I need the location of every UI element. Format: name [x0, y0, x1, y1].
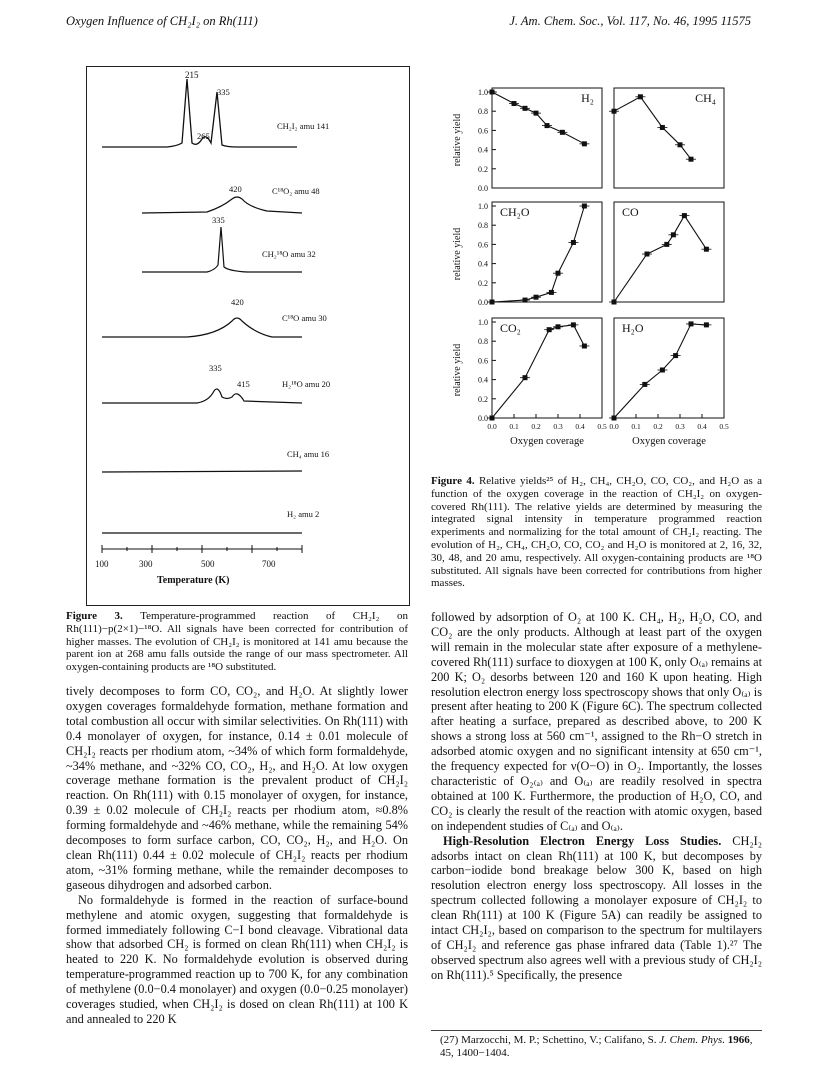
x-tick-label: 0.1: [509, 422, 519, 431]
data-point: [660, 125, 665, 130]
panel-title: CO₂: [500, 321, 521, 335]
data-point: [582, 204, 587, 209]
x-axis-label: Temperature (K): [157, 575, 230, 586]
left-column: [66, 684, 408, 1027]
peak-label-335: 335: [217, 87, 230, 97]
data-point: [490, 90, 495, 95]
y-tick-label: 0.2: [478, 164, 488, 174]
data-point: [534, 295, 539, 300]
data-point: [689, 321, 694, 326]
y-tick-label: 0.8: [478, 221, 488, 231]
y-tick-label: 0.4: [478, 375, 488, 385]
figure-3-caption-label: Figure 3.: [66, 610, 123, 622]
footnote-rest: , 45, 1400−1404.: [440, 1034, 753, 1059]
right-paragraph-2: [431, 834, 762, 983]
x-axis-label: Oxygen coverage: [632, 436, 706, 447]
y-tick-label: 0.8: [478, 107, 488, 117]
trace-label-h218o: H₂¹⁸O amu 20: [282, 379, 331, 389]
running-header-right: J. Am. Chem. Soc., Vol. 117, No. 46, 1995 11575: [509, 14, 751, 28]
peak-label-335b: 335: [212, 215, 225, 225]
fit-curve: [614, 97, 691, 159]
figure-4-caption-text: Relative yields²⁵ of H₂, CH₄, CH₂O, CO, CO₂, and H₂O as a function of the oxygen coverage in the reaction of CH₂I₂ on oxygen-covered Rh(111). The relative yields are determined by measuring the integrated signal intensity in temperature programmed reaction experiments and normalizing for the total amount of CH₂I₂ reacting. The evolution of H₂, CH₄, CH₂O, CO, CO₂ and H₂O is monitored at 2, 16, 32, 30, 48, and 20 amu, respectively. All oxygen-containing products are ¹⁸O substituted. All signals have been corrected for contributions from higher masses.: [431, 475, 762, 590]
x-tick-700: 700: [262, 559, 276, 569]
trace-label-c18o: C¹⁸O amu 30: [282, 313, 327, 323]
panel-title: H₂O: [622, 321, 644, 335]
y-tick-label: 0.0: [478, 298, 488, 307]
figure-4-caption: [431, 475, 762, 590]
right-column: [431, 610, 762, 983]
running-header-left: Oxygen Influence of CH₂I₂ on Rh(111): [66, 14, 258, 28]
fit-curve: [492, 206, 584, 302]
data-point: [556, 324, 561, 329]
x-tick-300: 300: [139, 559, 153, 569]
data-point: [490, 416, 495, 421]
footnote-27: [440, 1034, 762, 1060]
footnote-year: 1966: [724, 1034, 750, 1046]
x-tick-label: 0.5: [597, 422, 607, 431]
figure-3: [86, 66, 410, 606]
data-point: [523, 375, 528, 380]
y-tick-label: 0.8: [478, 337, 488, 347]
data-point: [660, 368, 665, 373]
data-point: [664, 242, 669, 247]
x-tick-100: 100: [95, 559, 109, 569]
y-tick-label: 1.0: [478, 202, 488, 211]
y-axis-label: relative yield: [452, 343, 463, 397]
y-tick-label: 0.4: [478, 145, 488, 155]
footnote-rule: [431, 1030, 762, 1031]
data-point: [689, 157, 694, 162]
y-tick-label: 0.2: [478, 278, 488, 288]
data-point: [673, 353, 678, 358]
figure-4-plot: [436, 66, 762, 466]
y-tick-label: 0.0: [478, 184, 488, 193]
data-point: [642, 382, 647, 387]
data-point: [671, 232, 676, 237]
trace-ch4: [102, 471, 302, 472]
figure-4-caption-label: Figure 4.: [431, 475, 475, 487]
figure-3-caption-text: Temperature-programmed reaction of CH₂I₂ on Rh(111)−p(2×1)−¹⁸O. All signals have been corrected for contribution of higher masses. The evolution of CH₂I₂ is monitored at 141 amu because the parent ion at 268 amu falls outside the range of our mass spectrometer. All oxygen-containing products are ¹⁸O substituted.: [66, 610, 408, 674]
y-tick-label: 0.2: [478, 394, 488, 404]
fit-curve: [492, 325, 584, 418]
data-point: [612, 300, 617, 305]
y-axis-label: relative yield: [452, 113, 463, 167]
section-heading: High-Resolution Electron Energy Loss Studies.: [443, 833, 722, 848]
data-point: [612, 109, 617, 114]
y-tick-label: 1.0: [478, 88, 488, 97]
y-tick-label: 0.6: [478, 126, 488, 136]
trace-label-h2: H₂ amu 2: [287, 509, 320, 519]
x-tick-label: 0.4: [697, 422, 707, 431]
figure-3-caption: [66, 610, 408, 674]
panel-title: H₂: [581, 91, 594, 105]
x-tick-label: 0.0: [487, 422, 497, 431]
panel-title: CH₂O: [500, 205, 530, 219]
data-point: [582, 344, 587, 349]
left-paragraph-1: tively decomposes to form CO, CO₂, and H₂O. At slightly lower oxygen coverages formaldehyde formation, methane formation and total combustion all occur with similar selectivities. On Rh(111) with 0.4 monolayer of oxygen, for instance, 0.14 ± 0.01 molecule of CH₂I₂ reacts per rhodium atom, ~34% of which form formaldehyde, ~34% methane, and ~32% CO, CO₂, H₂, and H₂O. At low oxygen coverage methane formation is the prevalent product of CH₂I₂ reaction. On Rh(111) with 0.15 monolayer of oxygen, for instance, 0.39 ± 0.02 molecule of CH₂I₂ reacts per rhodium atom, ≈0.8% forming formaldehyde and ~46% methane, while the remaining 54% decomposes to form surface carbon, CO, CO₂, H₂, and H₂O. On clean Rh(111) 0.44 ± 0.02 molecule of CH₂I₂ reacts per rhodium atom, ~31% forming methane, while the remainder decomposes to gaseous dihydrogen and adsorbed carbon.: [66, 684, 408, 892]
trace-h218o: [102, 389, 302, 403]
data-point: [523, 298, 528, 303]
right-paragraph-1: followed by adsorption of O₂ at 100 K. CH₄, H₂, H₂O, CO, and CO₂ are the only products. Although at least part of the oxygen will remain in the molecular state after exposure of a methylene-covered Rh(111) surface to dioxygen at 100 K, only O₍ₐ₎ remains at 200 K; O₂ desorbs between 120 and 160 K upon heating. High resolution electron energy loss spectroscopy shows that only O₍ₐ₎ is present after heating to 200 K (Figure 6C). The spectrum collected after heating a surface, prepared as described above, to 200 K shows a strong loss at 560 cm⁻¹, assigned to the Rh−O stretch in adsorbed atomic oxygen and no significant intensity at 650 cm⁻¹, the frequency expected for ν(O−O) in O₂. Importantly, the losses characteristic of O₂₍ₐ₎ and O₍ₐ₎ are readily resolved in spectra obtained at 100 K. Furthermore, the production of H₂O, CO, and CO₂ is clearly the result of the reaction with atomic oxygen, based on independent studies of C₍ₐ₎ and O₍ₐ₎.: [431, 610, 762, 833]
peak-label-265: 265: [197, 131, 210, 141]
data-point: [534, 111, 539, 116]
x-tick-label: 0.3: [553, 422, 563, 431]
trace-c18o2: [142, 197, 302, 213]
x-axis-label: Oxygen coverage: [510, 436, 584, 447]
fit-curve: [492, 92, 584, 144]
x-tick-label: 0.4: [575, 422, 585, 431]
peak-label-420a: 420: [229, 184, 242, 194]
data-point: [571, 240, 576, 245]
peak-label-215: 215: [185, 70, 199, 80]
x-tick-label: 0.2: [653, 422, 663, 431]
fit-curve: [614, 216, 706, 302]
y-tick-label: 0.6: [478, 240, 488, 250]
left-paragraph-2: No formaldehyde is formed in the reaction of surface-bound methylene and atomic oxygen, suggesting that formaldehyde is formed immediately following C−I bond cleavage. Vibrational data show that adsorbed CH₂ is formed on clean Rh(111) when CH₂I₂ is heated to 220 K. No formaldehyde evolution is observed during temperature-programmed reaction up to 700 K, for any combination of methylene (0.0−0.4 monolayer) and oxygen (0.0−0.25 monolayer) coverages studied, when CH₂I₂ is dosed on clean Rh(111) at 100 K and annealed to 220 K: [66, 892, 408, 1026]
data-point: [678, 142, 683, 147]
data-point: [560, 130, 565, 135]
data-point: [645, 252, 650, 257]
data-point: [545, 123, 550, 128]
x-tick-label: 0.2: [531, 422, 541, 431]
footnote-journal: J. Chem. Phys.: [659, 1034, 725, 1046]
right-paragraph-2-text: CH₂I₂ adsorbs intact on clean Rh(111) at 100 K, but decomposes by carbon−iodide bond breakage below 300 K, based on high resolution electron energy loss spectroscopy. All losses in the spectrum collected following a monolayer exposure of CH₂I₂ to clean Rh(111) at 100 K (Figure 5A) can readily be assigned to intact CH₂I₂, based on comparison to the spectrum for multilayers of CH₂I₂ and reference gas phase infrared data (Table 1).²⁷ The observed spectrum also agrees well with a previous study of CH₂I₂ on Rh(111).⁵ Specifically, the presence: [431, 833, 763, 982]
trace-c18o: [102, 318, 302, 337]
panel-title: CH₄: [695, 91, 716, 105]
y-tick-label: 0.0: [478, 414, 488, 423]
y-tick-label: 1.0: [478, 318, 488, 327]
data-point: [523, 106, 528, 111]
x-tick-label: 0.5: [719, 422, 729, 431]
x-tick-label: 0.1: [631, 422, 641, 431]
data-point: [490, 300, 495, 305]
data-point: [704, 247, 709, 252]
trace-label-c18o2: C¹⁸O₂ amu 48: [272, 186, 320, 196]
data-point: [512, 101, 517, 106]
data-point: [571, 322, 576, 327]
footnote-ref: (27) Marzocchi, M. P.; Schettino, V.; Califano, S.: [440, 1034, 660, 1046]
data-point: [547, 327, 552, 332]
panel-title: CO: [622, 205, 639, 219]
x-tick-label: 0.3: [675, 422, 685, 431]
trace-label-ch2i2: CH₂I₂ amu 141: [277, 121, 330, 131]
peak-label-335c: 335: [209, 363, 222, 373]
y-axis-label: relative yield: [452, 227, 463, 281]
figure-4: [436, 66, 762, 466]
trace-label-ch4: CH₄ amu 16: [287, 449, 330, 459]
data-point: [612, 416, 617, 421]
x-tick-label: 0.0: [609, 422, 619, 431]
figure-3-plot: [87, 67, 409, 605]
data-point: [682, 213, 687, 218]
data-point: [556, 271, 561, 276]
x-tick-500: 500: [201, 559, 215, 569]
data-point: [582, 141, 587, 146]
y-tick-label: 0.4: [478, 259, 488, 269]
trace-label-ch218o: CH₂¹⁸O amu 32: [262, 249, 316, 259]
data-point: [638, 94, 643, 99]
data-point: [549, 290, 554, 295]
data-point: [704, 322, 709, 327]
y-tick-label: 0.6: [478, 356, 488, 366]
peak-label-420b: 420: [231, 297, 244, 307]
peak-label-415: 415: [237, 379, 250, 389]
